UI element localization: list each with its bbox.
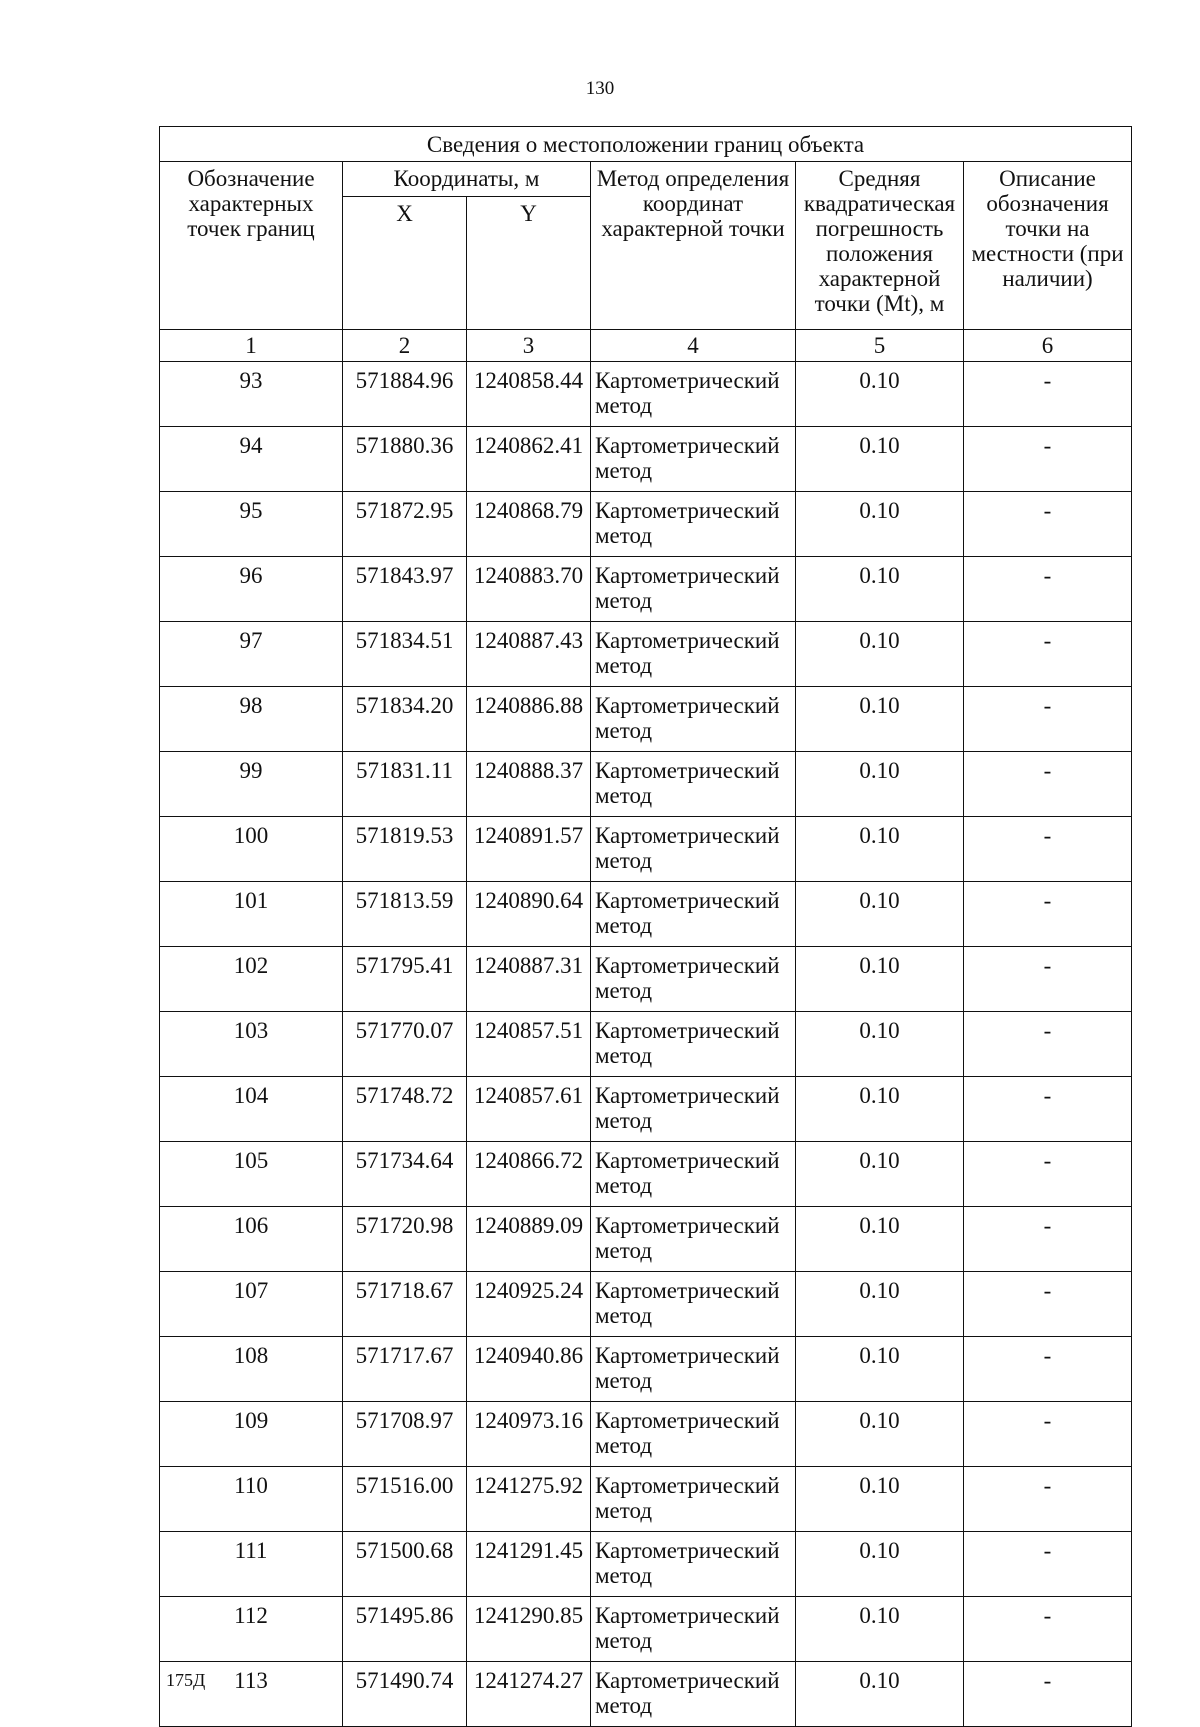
table-row [160,362,1132,427]
table-row [160,1532,1132,1597]
cell-description: - [964,1662,1132,1727]
table-row [160,752,1132,817]
cell-point: 101 [160,882,343,947]
cell-x: 571708.97 [343,1402,467,1467]
cell-error: 0.10 [796,1532,964,1597]
cell-description: - [964,362,1132,427]
cell-error: 0.10 [796,557,964,622]
cell-x: 571717.67 [343,1337,467,1402]
cell-x: 571884.96 [343,362,467,427]
table-row [160,622,1132,687]
cell-y: 1240891.57 [467,817,591,882]
cell-y: 1241290.85 [467,1597,591,1662]
cell-error: 0.10 [796,947,964,1012]
cell-method: Картометрический метод [591,1402,796,1467]
cell-y: 1240890.64 [467,882,591,947]
header-error: Средняя квадратическая погрешность положения характерной точки (Mt), м [796,162,964,330]
column-number: 6 [964,330,1132,362]
cell-x: 571495.86 [343,1597,467,1662]
cell-method: Картометрический метод [591,882,796,947]
cell-method: Картометрический метод [591,1012,796,1077]
cell-method: Картометрический метод [591,362,796,427]
cell-method: Картометрический метод [591,1207,796,1272]
cell-point: 112 [160,1597,343,1662]
cell-description: - [964,427,1132,492]
cell-point: 104 [160,1077,343,1142]
cell-error: 0.10 [796,1467,964,1532]
table-row [160,492,1132,557]
cell-y: 1240973.16 [467,1402,591,1467]
cell-point: 96 [160,557,343,622]
cell-error: 0.10 [796,1337,964,1402]
cell-error: 0.10 [796,1597,964,1662]
cell-description: - [964,1077,1132,1142]
table-row [160,1272,1132,1337]
cell-description: - [964,1142,1132,1207]
cell-description: - [964,687,1132,752]
cell-x: 571831.11 [343,752,467,817]
table-row [160,882,1132,947]
table-row [160,1142,1132,1207]
cell-error: 0.10 [796,1272,964,1337]
cell-point: 95 [160,492,343,557]
cell-y: 1240862.41 [467,427,591,492]
cell-y: 1240925.24 [467,1272,591,1337]
table-row [160,1207,1132,1272]
cell-point: 97 [160,622,343,687]
cell-point: 93 [160,362,343,427]
header-y: Y [467,197,591,330]
cell-x: 571770.07 [343,1012,467,1077]
cell-description: - [964,1532,1132,1597]
table-row [160,1012,1132,1077]
cell-point: 107 [160,1272,343,1337]
cell-x: 571490.74 [343,1662,467,1727]
cell-error: 0.10 [796,817,964,882]
column-number: 4 [591,330,796,362]
cell-point: 113 [160,1662,343,1727]
cell-x: 571834.51 [343,622,467,687]
cell-point: 100 [160,817,343,882]
cell-method: Картометрический метод [591,752,796,817]
cell-x: 571795.41 [343,947,467,1012]
table-title: Сведения о местоположении границ объекта [160,127,1132,162]
cell-error: 0.10 [796,687,964,752]
cell-method: Картометрический метод [591,427,796,492]
cell-description: - [964,1467,1132,1532]
cell-x: 571718.67 [343,1272,467,1337]
cell-x: 571872.95 [343,492,467,557]
cell-y: 1240889.09 [467,1207,591,1272]
cell-point: 98 [160,687,343,752]
cell-method: Картометрический метод [591,1662,796,1727]
cell-method: Картометрический метод [591,1142,796,1207]
cell-point: 99 [160,752,343,817]
cell-description: - [964,557,1132,622]
table-row [160,687,1132,752]
cell-y: 1240886.88 [467,687,591,752]
cell-y: 1240887.43 [467,622,591,687]
cell-point: 110 [160,1467,343,1532]
cell-x: 571720.98 [343,1207,467,1272]
cell-y: 1240858.44 [467,362,591,427]
cell-x: 571748.72 [343,1077,467,1142]
cell-method: Картометрический метод [591,1467,796,1532]
cell-y: 1241275.92 [467,1467,591,1532]
cell-x: 571500.68 [343,1532,467,1597]
boundary-coordinates-table [159,126,1132,1727]
cell-method: Картометрический метод [591,557,796,622]
cell-method: Картометрический метод [591,947,796,1012]
cell-method: Картометрический метод [591,1597,796,1662]
table-row [160,1337,1132,1402]
cell-description: - [964,1337,1132,1402]
cell-y: 1240940.86 [467,1337,591,1402]
cell-description: - [964,882,1132,947]
column-number: 5 [796,330,964,362]
cell-y: 1240866.72 [467,1142,591,1207]
column-number: 2 [343,330,467,362]
cell-point: 106 [160,1207,343,1272]
cell-x: 571819.53 [343,817,467,882]
cell-point: 105 [160,1142,343,1207]
boundary-table-container [159,126,1131,1727]
cell-error: 0.10 [796,1142,964,1207]
footer-code: 175Д [166,1670,206,1690]
cell-error: 0.10 [796,427,964,492]
cell-method: Картометрический метод [591,817,796,882]
cell-error: 0.10 [796,752,964,817]
header-method: Метод определения координат характерной точки [591,162,796,330]
cell-description: - [964,1207,1132,1272]
cell-point: 111 [160,1532,343,1597]
cell-point: 108 [160,1337,343,1402]
cell-y: 1240887.31 [467,947,591,1012]
column-number: 3 [467,330,591,362]
cell-y: 1241274.27 [467,1662,591,1727]
header-description: Описание обозначения точки на местности (при наличии) [964,162,1132,330]
cell-error: 0.10 [796,1402,964,1467]
cell-description: - [964,1012,1132,1077]
cell-description: - [964,752,1132,817]
cell-y: 1240883.70 [467,557,591,622]
cell-description: - [964,1597,1132,1662]
cell-description: - [964,817,1132,882]
cell-method: Картометрический метод [591,492,796,557]
cell-error: 0.10 [796,622,964,687]
cell-error: 0.10 [796,1662,964,1727]
cell-point: 94 [160,427,343,492]
cell-y: 1240857.61 [467,1077,591,1142]
cell-x: 571734.64 [343,1142,467,1207]
cell-description: - [964,1402,1132,1467]
table-row [160,1402,1132,1467]
cell-y: 1241291.45 [467,1532,591,1597]
cell-point: 109 [160,1402,343,1467]
cell-method: Картометрический метод [591,687,796,752]
cell-description: - [964,1272,1132,1337]
cell-description: - [964,622,1132,687]
table-row [160,1467,1132,1532]
cell-error: 0.10 [796,362,964,427]
column-number: 1 [160,330,343,362]
page-number: 130 [585,78,615,99]
table-row [160,427,1132,492]
cell-method: Картометрический метод [591,1077,796,1142]
table-row [160,817,1132,882]
cell-x: 571880.36 [343,427,467,492]
table-row [160,557,1132,622]
header-x: X [343,197,467,330]
table-body [160,362,1132,1727]
cell-x: 571834.20 [343,687,467,752]
cell-error: 0.10 [796,1012,964,1077]
cell-method: Картометрический метод [591,1272,796,1337]
cell-y: 1240868.79 [467,492,591,557]
cell-description: - [964,492,1132,557]
header-coordinates: Координаты, м [343,162,591,197]
cell-y: 1240857.51 [467,1012,591,1077]
table-row [160,1597,1132,1662]
table-row [160,1662,1132,1727]
column-number-row [160,330,1132,362]
cell-method: Картометрический метод [591,1532,796,1597]
cell-method: Картометрический метод [591,1337,796,1402]
cell-error: 0.10 [796,882,964,947]
table-row [160,1077,1132,1142]
cell-error: 0.10 [796,492,964,557]
cell-point: 103 [160,1012,343,1077]
cell-method: Картометрический метод [591,622,796,687]
cell-x: 571516.00 [343,1467,467,1532]
cell-y: 1240888.37 [467,752,591,817]
cell-description: - [964,947,1132,1012]
header-designation: Обозначение характерных точек границ [160,162,343,330]
cell-error: 0.10 [796,1207,964,1272]
cell-x: 571843.97 [343,557,467,622]
cell-x: 571813.59 [343,882,467,947]
table-row [160,947,1132,1012]
cell-error: 0.10 [796,1077,964,1142]
cell-point: 102 [160,947,343,1012]
